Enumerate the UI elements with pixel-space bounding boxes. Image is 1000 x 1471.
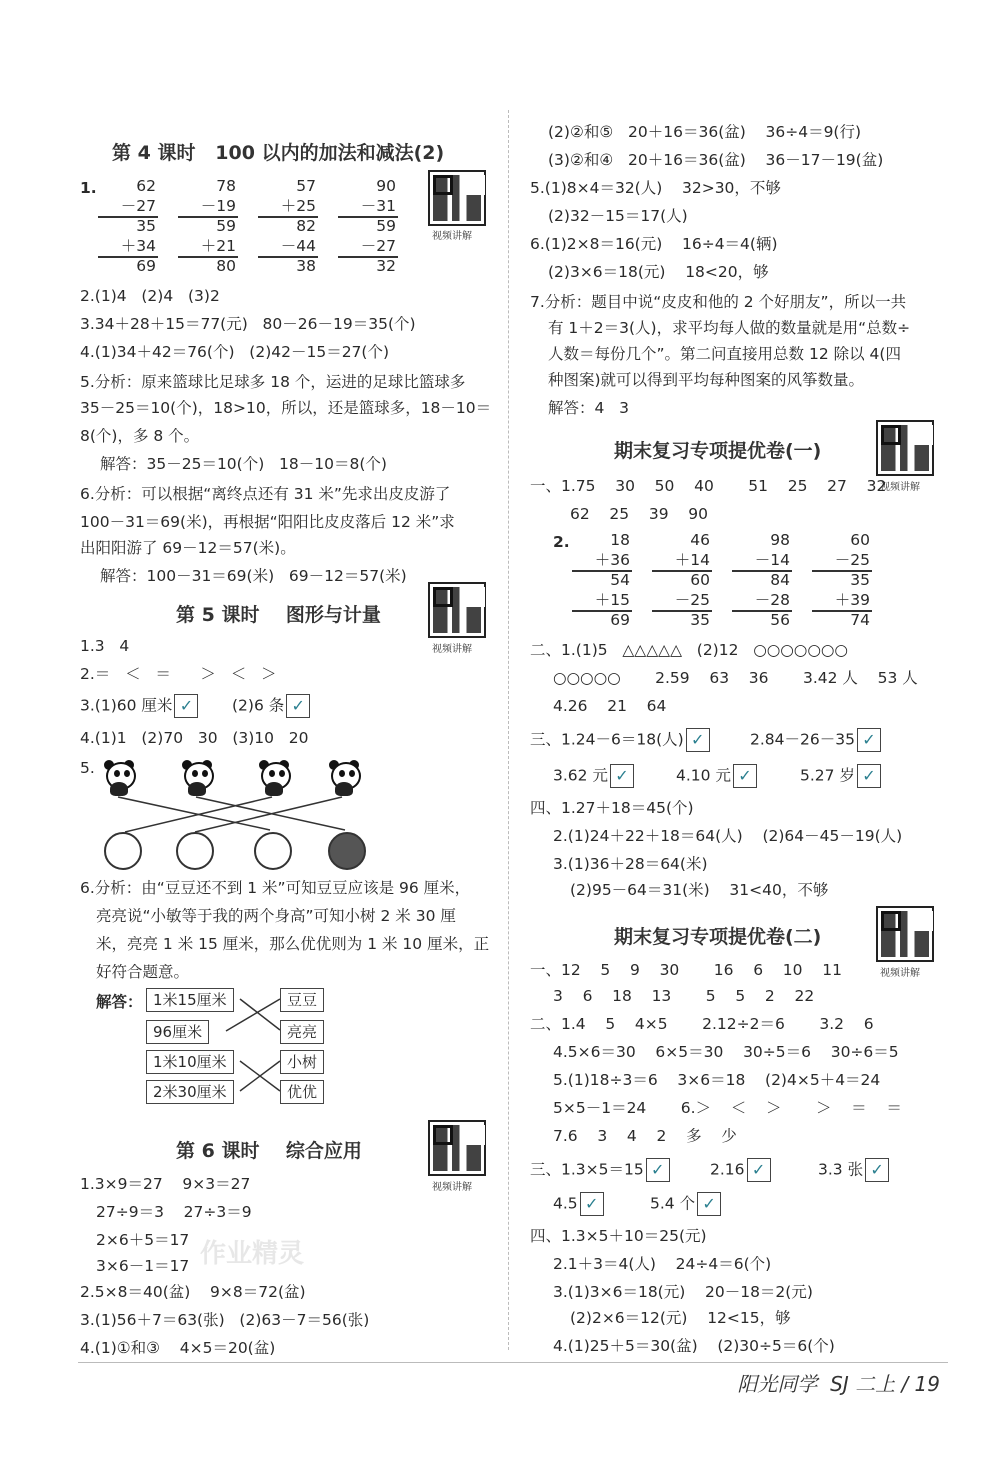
r1-si-1: 四、1.27＋18＝45(个) (530, 799, 694, 817)
s6-line: 4.(1)①和③ 4×5＝20(盆) (80, 1339, 276, 1357)
check-icon: ✓ (686, 728, 710, 752)
calc-cell: 32 (376, 257, 396, 275)
s5-line-1: 1.3 4 (80, 637, 130, 655)
calc-cell: 56 (770, 611, 790, 629)
length-box: 1米10厘米 (146, 1050, 234, 1074)
r2-san-1: 三、1.3×5＝15 ✓ (530, 1158, 670, 1182)
calc-cell: 54 (610, 571, 630, 589)
calc-cell: ＋14 (674, 551, 710, 569)
calc-cell: 57 (296, 177, 316, 195)
footer-divider (78, 1362, 948, 1363)
check-icon: ✓ (857, 728, 881, 752)
review-title-2: 期末复习专项提优卷(二) (614, 926, 822, 948)
r2-line-7: 7.6 3 4 2 多 少 (553, 1127, 737, 1145)
check-icon: ✓ (610, 764, 634, 788)
column-divider (508, 110, 510, 1350)
check-icon: ✓ (733, 764, 757, 788)
s6-line: 2.5×8＝40(盆) 9×8＝72(盆) (80, 1283, 306, 1301)
calc-cell: ＋36 (594, 551, 630, 569)
s4-line: 2.(1)4 (2)4 (3)2 (80, 287, 220, 305)
r2-si-3: 3.(1)3×6＝18(元) 20－18＝2(元) (553, 1283, 813, 1301)
check-icon: ✓ (580, 1192, 604, 1216)
calc-cell: 69 (136, 257, 156, 275)
s5-line-5: 5. (80, 759, 95, 777)
qr-code-icon[interactable] (876, 906, 934, 962)
calc-cell: 59 (216, 217, 236, 235)
review-title-1: 期末复习专项提优卷(一) (614, 440, 822, 462)
calc-cell: －31 (360, 197, 396, 215)
calc-cell: 35 (136, 217, 156, 235)
r1-line-c: 4.26 21 64 (553, 697, 667, 715)
length-box: 1米15厘米 (146, 988, 234, 1012)
section-title-4: 第 4 课时 100 以内的加法和减法(2) (112, 142, 445, 164)
r2-si-1: 四、1.3×5＋10＝25(元) (530, 1227, 707, 1245)
calc-cell: 18 (610, 531, 630, 549)
qr-label: 视频讲解 (880, 968, 920, 979)
name-box: 豆豆 (280, 988, 324, 1012)
right-top-line: 解答：4 3 (548, 399, 630, 417)
s4-line: 5.分析：原来篮球比足球多 18 个，运进的足球比篮球多 (80, 373, 466, 391)
r2-line-4: 4.5×6＝30 6×5＝30 30÷5＝6 30÷6＝5 (553, 1043, 899, 1061)
check-icon: ✓ (174, 694, 198, 718)
calc-cell: 46 (690, 531, 710, 549)
r2-line-1: 一、12 5 9 30 16 6 10 11 (530, 961, 842, 979)
calc-cell: 35 (690, 611, 710, 629)
r2-san-4: 4.5 ✓ (553, 1192, 604, 1216)
check-icon: ✓ (286, 694, 310, 718)
right-top-line: 有 1＋2＝3(人)，求平均每人做的数量就是用“总数÷ (548, 319, 911, 337)
calc-cell: 90 (376, 177, 396, 195)
r1-san-3: 3.62 元 ✓ (553, 764, 634, 788)
watermark: 作业精灵 (200, 1239, 305, 1269)
s5-q6-line-4: 好符合题意。 (96, 963, 190, 981)
answer-matching-lines (0, 0, 500, 1120)
calc-cell: －44 (280, 237, 316, 255)
calc-cell: －27 (360, 237, 396, 255)
r1-san-2: 2.84－26－35 ✓ (750, 728, 881, 752)
check-icon: ✓ (697, 1192, 721, 1216)
s5-line-4: 4.(1)1 (2)70 30 (3)10 20 (80, 729, 309, 747)
right-top-line: 5.(1)8×4＝32(人) 32>30，不够 (530, 179, 781, 197)
calc-cell: 84 (770, 571, 790, 589)
calc-cell: 62 (136, 177, 156, 195)
s6-line: 3.(1)56＋7＝63(张) (2)63－7＝56(张) (80, 1311, 370, 1329)
calc-cell: 60 (850, 531, 870, 549)
qr-code-icon[interactable] (876, 420, 934, 476)
calc-cell: －25 (674, 591, 710, 609)
right-top-line: (2)3×6＝18(元) 18<20，够 (548, 263, 769, 281)
name-box: 优优 (280, 1080, 324, 1104)
right-top-line: (2)32－15＝17(人) (548, 207, 688, 225)
s6-line: 1.3×9＝27 9×3＝27 (80, 1175, 251, 1193)
right-top-line: (2)②和⑤ 20＋16＝36(盆) 36÷4＝9(行) (548, 123, 862, 141)
answer-label: 解答： (96, 993, 143, 1011)
r1-q1-line-2: 62 25 39 90 (570, 505, 709, 523)
r1-si-4: (2)95－64＝31(米) 31<40，不够 (570, 881, 829, 899)
s5-line-3b: (2)6 条 ✓ (232, 694, 310, 718)
calc-cell: 80 (216, 257, 236, 275)
s6-line: 2×6＋5＝17 (96, 1231, 190, 1249)
s5-q6-line-2: 亮亮说“小敏等于我的两个身高”可知小树 2 米 30 厘 (96, 907, 456, 925)
calc-cell: 74 (850, 611, 870, 629)
r1-q1-line-1: 一、1.75 30 50 40 51 25 27 32 (530, 477, 887, 495)
check-icon: ✓ (747, 1158, 771, 1182)
qr-label: 视频讲解 (880, 482, 920, 493)
r2-line-3: 二、1.4 5 4×5 2.12÷2＝6 3.2 6 (530, 1015, 874, 1033)
r2-si-4: (2)2×6＝12(元) 12<15，够 (570, 1309, 791, 1327)
r1-san-5: 5.27 岁 ✓ (800, 764, 881, 788)
r1-line-a: 二、1.(1)5 △△△△△ (2)12 ○○○○○○○ (530, 641, 848, 659)
calc-cell: －14 (754, 551, 790, 569)
right-top-line: 人数＝每份几个”。第二问直接用总数 12 除以 4(四 (548, 345, 901, 363)
s4-line: 出阳阳游了 69－12＝57(米)。 (80, 539, 296, 557)
r2-san-5: 5.4 个 ✓ (650, 1192, 721, 1216)
calc-cell: －28 (754, 591, 790, 609)
qr-label: 视频讲解 (432, 1182, 472, 1193)
r2-san-3: 3.3 张 ✓ (818, 1158, 889, 1182)
calc-cell: 38 (296, 257, 316, 275)
s4-line: 6.分析：可以根据“离终点还有 31 米”先求出皮皮游了 (80, 485, 451, 503)
length-box: 96厘米 (146, 1020, 209, 1044)
s4-line: 4.(1)34＋42＝76(个) (2)42－15＝27(个) (80, 343, 390, 361)
s5-line-3a: 3.(1)60 厘米 ✓ (80, 694, 198, 718)
s4-line: 8(个)，多 8 个。 (80, 427, 200, 445)
calc-cell: ＋21 (200, 237, 236, 255)
r1-q2-label: 2. (553, 533, 570, 551)
s6-line: 27÷9＝3 27÷3＝9 (96, 1203, 252, 1221)
calc-cell: ＋39 (834, 591, 870, 609)
calc-cell: 69 (610, 611, 630, 629)
r2-line-5: 5.(1)18÷3＝6 3×6＝18 (2)4×5＋4＝24 (553, 1071, 881, 1089)
check-icon: ✓ (857, 764, 881, 788)
right-top-line: 7.分析：题目中说“皮皮和他的 2 个好朋友”，所以一共 (530, 293, 907, 311)
name-box: 亮亮 (280, 1020, 324, 1044)
qr-label: 视频讲解 (432, 644, 472, 655)
qr-code-icon[interactable] (428, 1120, 486, 1176)
r1-san-1: 三、1.24－6＝18(人) ✓ (530, 728, 710, 752)
calc-cell: 78 (216, 177, 236, 195)
s4-line: 100－31＝69(米)，再根据“阳阳比皮皮落后 12 米”求 (80, 513, 455, 531)
right-top-line: 种图案)就可以得到平均每种图案的风筝数量。 (548, 371, 865, 389)
calc-cell: ＋15 (594, 591, 630, 609)
calc-cell: 60 (690, 571, 710, 589)
calc-cell: 98 (770, 531, 790, 549)
r2-si-2: 2.1＋3＝4(人) 24÷4＝6(个) (553, 1255, 772, 1273)
r2-san-2: 2.16 ✓ (710, 1158, 771, 1182)
calc-cell: 35 (850, 571, 870, 589)
length-box: 2米30厘米 (146, 1080, 234, 1104)
s4-line: 解答：100－31＝69(米) 69－12＝57(米) (100, 567, 407, 585)
s4-line: 解答：35－25＝10(个) 18－10＝8(个) (100, 455, 387, 473)
r2-si-5: 4.(1)25＋5＝30(盆) (2)30÷5＝6(个) (553, 1337, 835, 1355)
calc-cell: ＋34 (120, 237, 156, 255)
r1-san-4: 4.10 元 ✓ (676, 764, 757, 788)
check-icon: ✓ (865, 1158, 889, 1182)
s4-line: 3.34＋28＋15＝77(元) 80－26－19＝35(个) (80, 315, 416, 333)
s5-q6-line-1: 6.分析：由“豆豆还不到 1 米”可知豆豆应该是 96 厘米， (80, 879, 471, 897)
qr-label: 视频讲解 (432, 231, 472, 242)
s5-line-2: 2.＝ ＜ ＝ ＞ ＜ ＞ (80, 665, 277, 683)
calc-cell: 59 (376, 217, 396, 235)
calc-cell: －25 (834, 551, 870, 569)
calc-cell: ＋25 (280, 197, 316, 215)
r1-si-3: 3.(1)36＋28＝64(米) (553, 855, 708, 873)
section-title-6: 第 6 课时 综合应用 (176, 1140, 362, 1162)
r2-line-6: 5×5－1＝24 6.＞ ＜ ＞ ＞ ＝ ＝ (553, 1099, 902, 1117)
s6-line: 3×6－1＝17 (96, 1257, 190, 1275)
calc-cell: 82 (296, 217, 316, 235)
right-top-line: (3)②和④ 20＋16＝36(盆) 36－17－19(盆) (548, 151, 884, 169)
s4-line: 35－25＝10(个)，18>10，所以，还是篮球多，18－10＝ (80, 399, 492, 417)
q1-label: 1. (80, 179, 97, 197)
r2-line-2: 3 6 18 13 5 5 2 22 (553, 987, 815, 1005)
check-icon: ✓ (646, 1158, 670, 1182)
s5-q6-line-3: 米，亮亮 1 米 15 厘米，那么优优则为 1 米 10 厘米，正 (96, 935, 490, 953)
r1-line-b: ○○○○○ 2.59 63 36 3.42 人 53 人 (553, 669, 918, 687)
calc-cell: －27 (120, 197, 156, 215)
r1-si-2: 2.(1)24＋22＋18＝64(人) (2)64－45－19(人) (553, 827, 903, 845)
section-title-5: 第 5 课时 图形与计量 (176, 604, 381, 626)
page-footer: 阳光同学 SJ 二上 / 19 (737, 1372, 940, 1396)
right-top-line: 6.(1)2×8＝16(元) 16÷4＝4(辆) (530, 235, 778, 253)
name-box: 小树 (280, 1050, 324, 1074)
calc-cell: －19 (200, 197, 236, 215)
